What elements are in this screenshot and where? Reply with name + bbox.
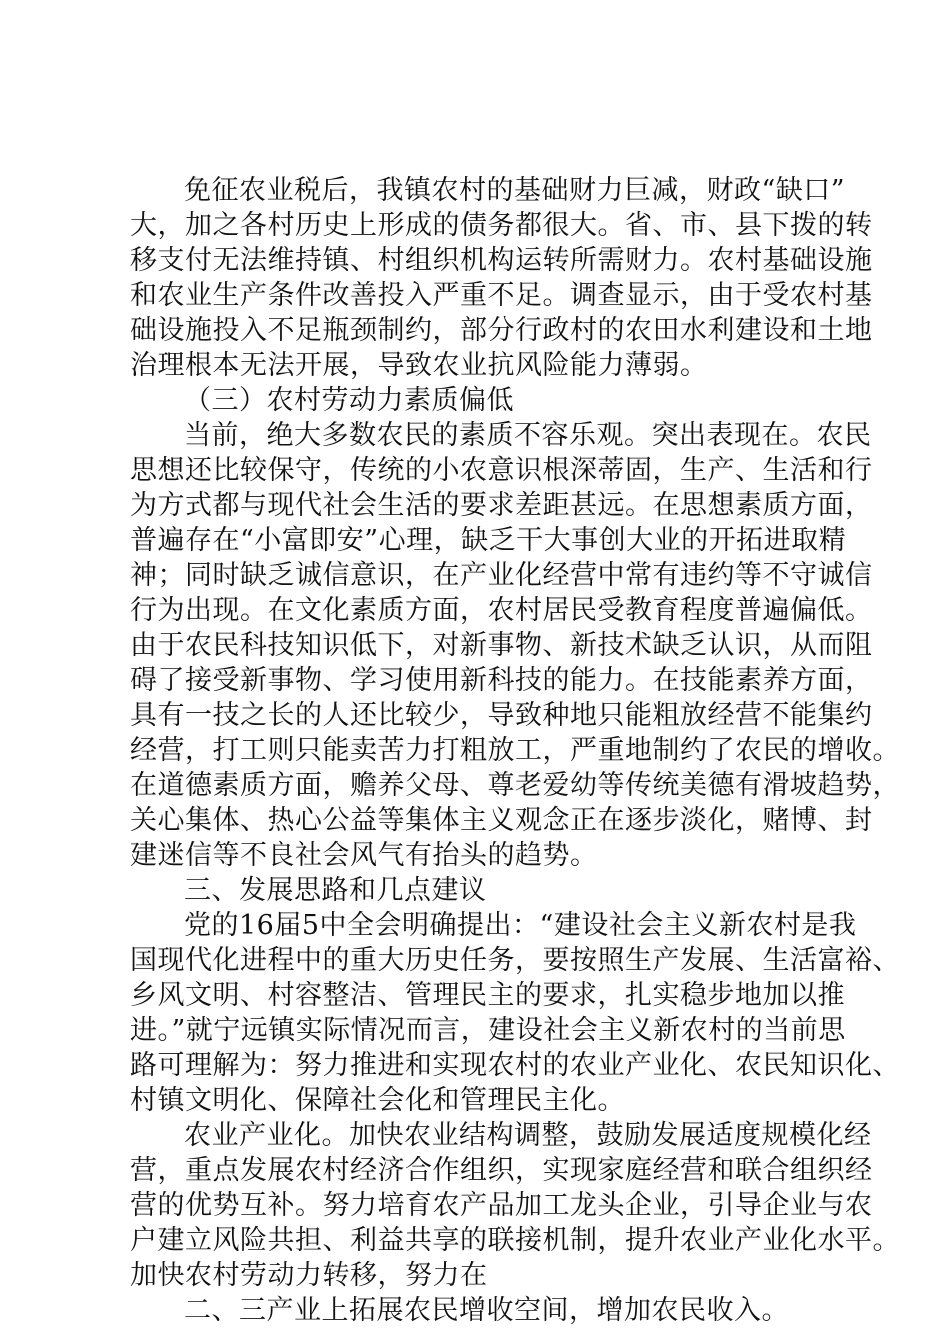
text-line: 经营，打工则只能卖苦力打粗放工，严重地制约了农民的增收。 [130, 735, 900, 766]
text-line: 神；同时缺乏诚信意识，在产业化经营中常有违约等不守诚信 [130, 560, 873, 591]
document-body [130, 173, 900, 1328]
text-line: 由于农民科技知识低下，对新事物、新技术缺乏认识，从而阻 [130, 630, 873, 661]
text-line: 国现代化进程中的重大历史任务，要按照生产发展、生活富裕、 [130, 945, 900, 976]
text-line: 碍了接受新事物、学习使用新科技的能力。在技能素养方面， [130, 665, 873, 696]
text-line: 大，加之各村历史上形成的债务都很大。省、市、县下拨的转 [130, 210, 873, 241]
text-line: 营的优势互补。努力培育农产品加工龙头企业，引导企业与农 [130, 1190, 873, 1221]
text-line: 和农业生产条件改善投入严重不足。调查显示，由于受农村基 [130, 280, 873, 311]
text-line: 移支付无法维持镇、村组织机构运转所需财力。农村基础设施 [130, 245, 873, 276]
paragraph-income-growth [130, 1293, 850, 1328]
text-line: 路可理解为：努力推进和实现农村的农业产业化、农民知识化、 [130, 1050, 900, 1081]
text-line: 关心集体、热心公益等集体主义观念正在逐步淡化，赌博、封 [130, 805, 873, 836]
heading-line: 三、发展思路和几点建议 [184, 875, 487, 906]
text-line: 农业产业化。加快农业结构调整，鼓励发展适度规模化经 [184, 1120, 872, 1151]
text-line: 村镇文明化、保障社会化和管理民主化。 [130, 1085, 625, 1116]
paragraph-agri-industrialization [130, 1118, 900, 1293]
text-line: 础设施投入不足瓶颈制约，部分行政村的农田水利建设和土地 [130, 315, 873, 346]
text-line: 党的16届5中全会明确提出：“建设社会主义新农村是我 [184, 910, 857, 941]
heading-line: （三）农村劳动力素质偏低 [184, 385, 514, 416]
text-line: 行为出现。在文化素质方面，农村居民受教育程度普遍偏低。 [130, 595, 873, 626]
paragraph-fiscal-gap [130, 173, 873, 383]
text-line: 在道德素质方面，赡养父母、尊老爱幼等传统美德有滑坡趋势， [130, 770, 900, 801]
text-line: 二、三产业上拓展农民增收空间，增加农民收入。 [184, 1295, 789, 1326]
section-heading-labor-quality [130, 383, 850, 418]
text-line: 建迷信等不良社会风气有抬头的趋势。 [130, 840, 598, 871]
text-line: 营，重点发展农村经济合作组织，实现家庭经营和联合组织经 [130, 1155, 873, 1186]
paragraph-farmer-quality [130, 418, 900, 873]
text-line: 户建立风险共担、利益共享的联接机制，提升农业产业化水平。 [130, 1225, 900, 1256]
text-line: 加快农村劳动力转移，努力在 [130, 1260, 488, 1291]
text-line: 普遍存在“小富即安”心理，缺乏干大事创大业的开拓进取精 [130, 525, 847, 556]
text-line: 进。”就宁远镇实际情况而言，建设社会主义新农村的当前思 [130, 1015, 846, 1046]
paragraph-party-plenum [130, 908, 900, 1118]
section-heading-development [130, 873, 850, 908]
text-line: 乡风文明、村容整洁、管理民主的要求，扎实稳步地加以推 [130, 980, 845, 1011]
text-line: 当前，绝大多数农民的素质不容乐观。突出表现在。农民 [184, 420, 872, 451]
text-line: 思想还比较保守，传统的小农意识根深蒂固，生产、生活和行 [130, 455, 873, 486]
text-line: 免征农业税后，我镇农村的基础财力巨减，财政“缺口” [184, 175, 846, 206]
text-line: 具有一技之长的人还比较少，导致种地只能粗放经营不能集约 [130, 700, 873, 731]
text-line: 治理根本无法开展，导致农业抗风险能力薄弱。 [130, 350, 708, 381]
text-line: 为方式都与现代社会生活的要求差距甚远。在思想素质方面， [130, 490, 873, 521]
